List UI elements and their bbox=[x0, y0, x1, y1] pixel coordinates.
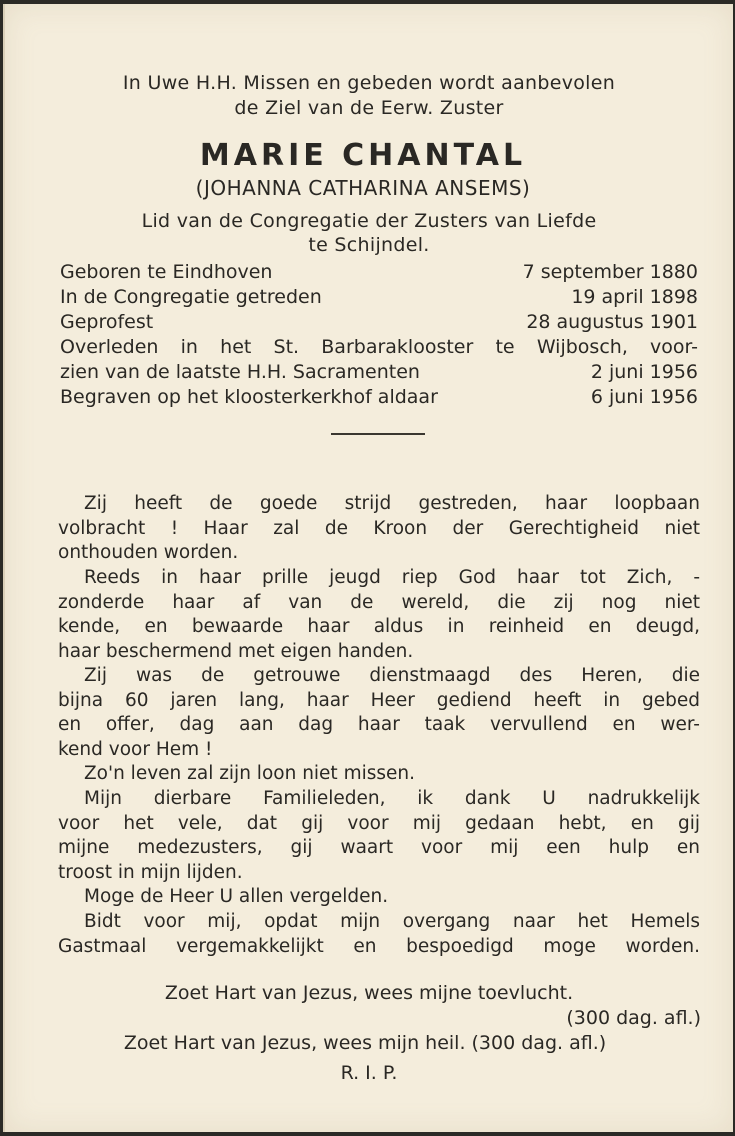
deceased-name: MARIE CHANTAL bbox=[199, 138, 527, 173]
text-paragraph-4 bbox=[58, 762, 700, 787]
prayer-line-1: Zoet Hart van Jezus, wees mijne toevlucht. bbox=[164, 982, 574, 1004]
death-line-1: Overleden in het St. Barbaraklooster te Wijbosch, voor- bbox=[60, 336, 698, 358]
text-line: voor het vele, dat gij voor mij gedaan hebt, en gij bbox=[58, 812, 700, 834]
text-line: Mijn dierbare Familieleden, ik dank U nadrukkelijk bbox=[84, 788, 700, 809]
fact-label: Begraven op het kloosterkerkhof aldaar bbox=[60, 386, 438, 408]
text-line: Zo'n leven zal zijn loon niet missen. bbox=[84, 763, 415, 784]
text-paragraph-6 bbox=[58, 885, 700, 910]
text-line: kende, en bewaarde haar aldus in reinheid en deugd, bbox=[58, 616, 700, 638]
memorial-card bbox=[3, 4, 733, 1132]
text-line: haar beschermend met eigen handen. bbox=[58, 640, 414, 662]
fact-row-born bbox=[60, 261, 698, 286]
fact-row-entered bbox=[60, 286, 698, 311]
text-paragraph-7 bbox=[58, 910, 700, 959]
text-paragraph-2 bbox=[58, 566, 700, 664]
congregation-line-2: te Schijndel. bbox=[308, 234, 430, 256]
fact-date: 7 september 1880 bbox=[522, 261, 698, 283]
intro-line-2: de Ziel van de Eerw. Zuster bbox=[234, 97, 504, 119]
text-paragraph-1 bbox=[58, 492, 700, 566]
text-line: volbracht ! Haar zal de Kroon der Gerechtigheid niet bbox=[58, 517, 700, 539]
text-line: bijna 60 jaren lang, haar Heer gediend heeft in gebed bbox=[58, 689, 700, 711]
prayer-line-2: Zoet Hart van Jezus, wees mijn heil. (300 dag. afl.) bbox=[123, 1032, 607, 1054]
text-line: Moge de Heer U allen vergelden. bbox=[84, 886, 389, 907]
text-line: Zij heeft de goede strijd gestreden, haar loopbaan bbox=[84, 493, 700, 514]
prayer-indulgence-1: (300 dag. afl.) bbox=[566, 1007, 701, 1029]
fact-date: 19 april 1898 bbox=[571, 286, 698, 308]
maiden-name: (JOHANNA CATHARINA ANSEMS) bbox=[195, 176, 531, 200]
text-line: en offer, dag aan dag haar taak vervullend en wer- bbox=[58, 714, 700, 736]
fact-row-buried bbox=[60, 386, 698, 411]
text-paragraph-5 bbox=[58, 787, 700, 885]
text-line: Reeds in haar prille jeugd riep God haar tot Zich, - bbox=[84, 567, 700, 588]
fact-label: Geboren te Eindhoven bbox=[60, 261, 273, 283]
rip-closing: R. I. P. bbox=[340, 1062, 398, 1084]
fact-date: 6 juni 1956 bbox=[590, 386, 698, 408]
text-line: Zij was de getrouwe dienstmaagd des Heren, die bbox=[84, 665, 700, 686]
text-line: kend voor Hem ! bbox=[58, 738, 213, 760]
text-paragraph-3 bbox=[58, 664, 700, 762]
fact-row-died bbox=[60, 361, 698, 386]
fact-row-professed bbox=[60, 311, 698, 336]
intro-line-1: In Uwe H.H. Missen en gebeden wordt aanbevolen bbox=[122, 72, 616, 94]
congregation-line-1: Lid van de Congregatie der Zusters van Liefde bbox=[141, 210, 597, 232]
text-line: Bidt voor mij, opdat mijn overgang naar het Hemels bbox=[84, 911, 700, 932]
text-line: zonderde haar af van de wereld, die zij nog niet bbox=[58, 591, 700, 613]
divider-rule bbox=[331, 433, 425, 435]
fact-label: In de Congregatie getreden bbox=[60, 286, 322, 308]
fact-label: zien van de laatste H.H. Sacramenten bbox=[60, 361, 420, 383]
fact-date: 28 augustus 1901 bbox=[526, 311, 698, 333]
fact-label: Geprofest bbox=[60, 311, 154, 333]
text-line: Gastmaal vergemakkelijkt en bespoedigd moge worden. bbox=[58, 935, 700, 957]
text-line: mijne medezusters, gij waart voor mij een hulp en bbox=[58, 837, 700, 859]
text-line: troost in mijn lijden. bbox=[58, 861, 243, 883]
text-line: onthouden worden. bbox=[58, 542, 239, 564]
fact-date: 2 juni 1956 bbox=[590, 361, 698, 383]
